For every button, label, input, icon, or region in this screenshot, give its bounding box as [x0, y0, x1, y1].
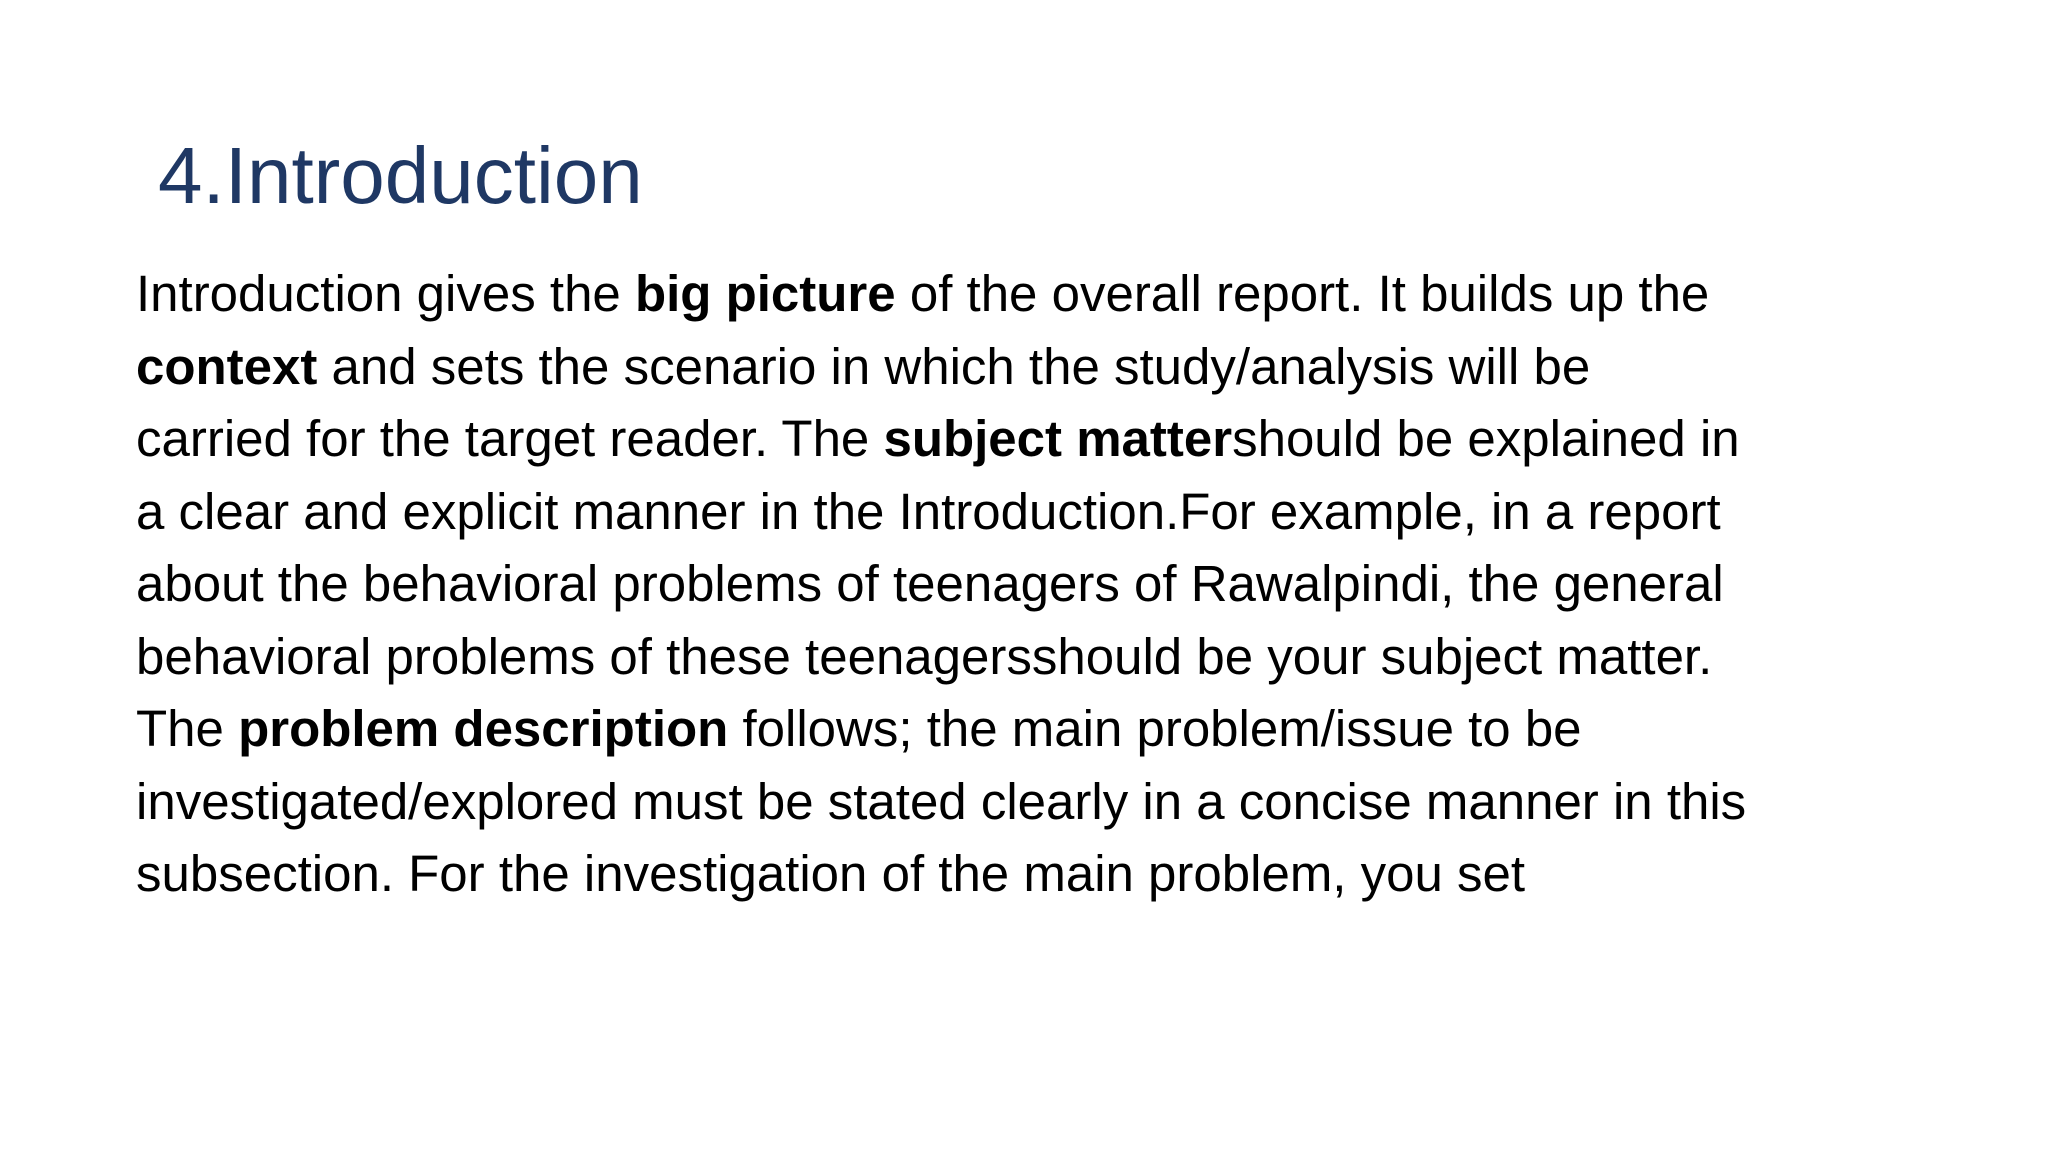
- text-run: The: [136, 700, 239, 757]
- body-line-1: [136, 258, 2016, 331]
- text-run: should be explained in: [1232, 410, 1740, 467]
- body-line-7: [136, 693, 2016, 766]
- text-run: follows; the main problem/issue to be: [728, 700, 1582, 757]
- text-run: of the overall report. It builds up the: [895, 265, 1710, 322]
- text-run: about the behavioral problems of teenagers of Rawalpindi, the general: [136, 555, 1724, 612]
- body-line-5: [136, 548, 2016, 621]
- bold-term-context: context: [136, 337, 318, 395]
- body-line-6: [136, 621, 2016, 694]
- bold-term-problem-description: problem description: [238, 700, 729, 757]
- body-line-2: [136, 331, 2016, 404]
- text-run: investigated/explored must be stated clearly in a concise manner in this: [136, 772, 1747, 830]
- text-run: a clear and explicit manner in the Introduction.For example, in a report: [136, 482, 1721, 540]
- text-run: behavioral problems of these teenagersshould be your subject matter.: [136, 627, 1713, 685]
- body-paragraph: [136, 258, 2016, 911]
- body-line-8: [136, 766, 2016, 839]
- bold-term-subject-matter: subject matter: [883, 410, 1233, 467]
- body-line-9: [136, 838, 2016, 911]
- text-run: subsection. For the investigation of the main problem, you set: [136, 845, 1526, 902]
- body-line-3: [136, 403, 2016, 476]
- text-run: carried for the target reader. The: [136, 410, 884, 467]
- text-run: and sets the scenario in which the study/analysis will be: [317, 337, 1591, 395]
- bold-term-big-picture: big picture: [634, 265, 896, 322]
- body-line-4: [136, 476, 2016, 549]
- text-run: Introduction gives the: [136, 265, 635, 322]
- slide-title: 4.Introduction: [158, 131, 643, 220]
